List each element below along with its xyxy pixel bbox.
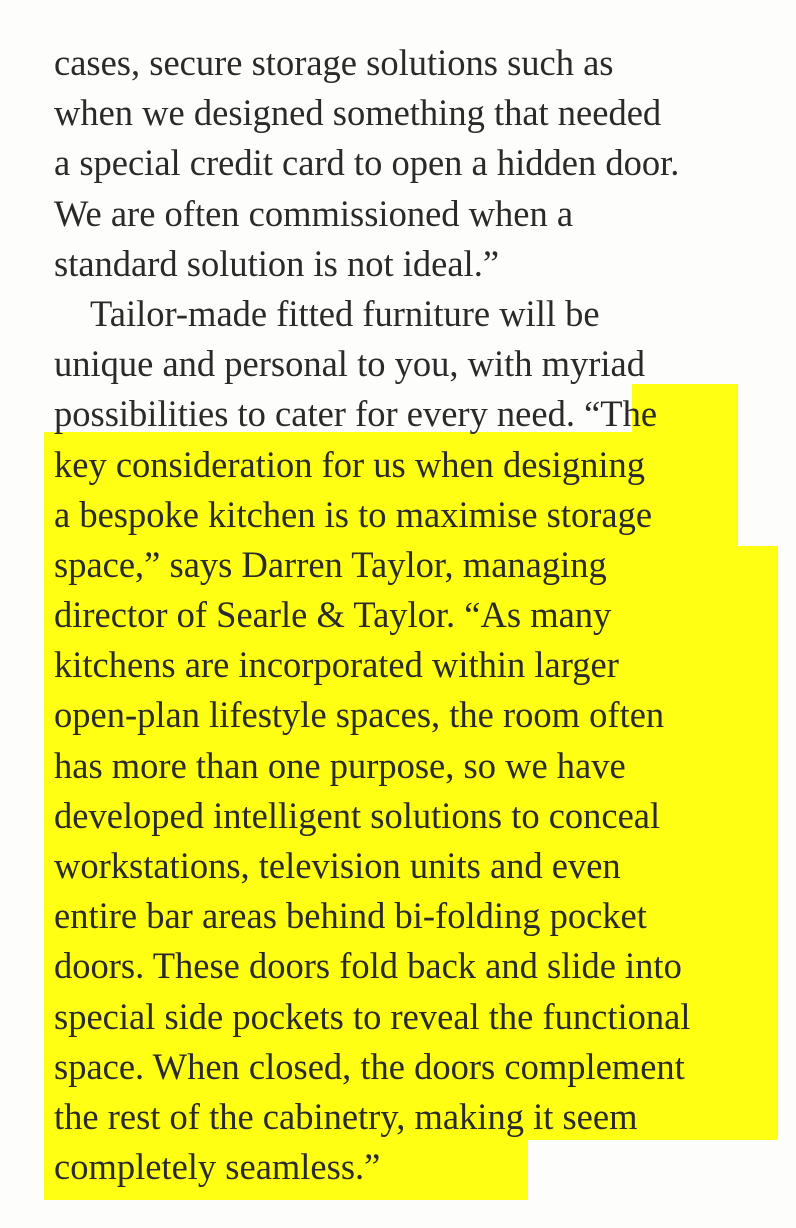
text-line: key consideration for us when designing [54,443,645,485]
text-line: special side pockets to reveal the functional [54,995,691,1037]
text-line: unique and personal to you, with myriad [54,343,645,385]
text-line: the rest of the cabinetry, making it seem [54,1095,638,1137]
text-line: We are often commissioned when a [54,192,574,234]
text-line: standard solution is not ideal.” [54,242,500,284]
text-line: cases, secure storage solutions such as [54,42,614,83]
text-line: workstations, television units and even [54,845,621,886]
text-line: space,” says Darren Taylor, managing [54,543,607,585]
text-line: kitchens are incorporated within larger [54,644,619,686]
text-line: a special credit card to open a hidden door. [54,142,680,184]
article-body-text [54,38,784,1192]
text-line: doors. These doors fold back and slide into [54,945,682,987]
text-line: entire bar areas behind bi-folding pocket [54,895,647,937]
text-line: space. When closed, the doors complement [54,1045,685,1087]
text-line: has more than one purpose, so we have [54,744,626,786]
text-line: developed intelligent solutions to conceal [54,794,661,836]
text-line: completely seamless.” [54,1146,381,1188]
text-line: possibilities to cater for every need. “The [54,393,658,435]
text-line: open-plan lifestyle spaces, the room often [54,694,665,736]
text-line: a bespoke kitchen is to maximise storage [54,493,653,535]
text-line: when we designed something that needed [54,92,662,134]
text-line: director of Searle & Taylor. “As many [54,594,612,636]
text-line: Tailor-made fitted furniture will be [90,292,600,334]
